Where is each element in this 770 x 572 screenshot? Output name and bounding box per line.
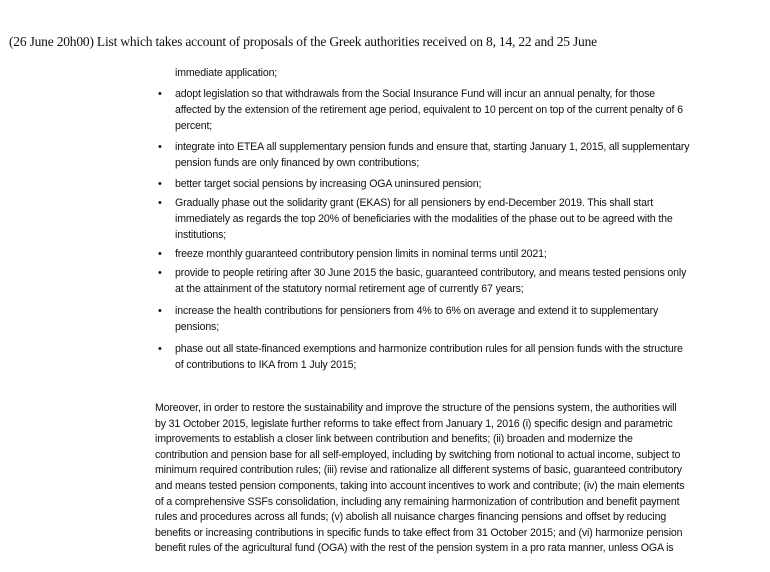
bullet-icon: • [158,305,162,317]
text-line: minimum required contribution rules; (iii) revise and rationalize all different systems of basic, guaranteed contributory [155,464,682,477]
bullet-item [158,86,683,134]
bullet-item [158,246,547,262]
text-line: percent; [175,120,213,132]
text-line: freeze monthly guaranteed contributory pension limits in nominal terms until 2021; [175,248,547,260]
text-line: improvements to establish a closer link between contribution and benefits; (ii) broaden and modernize the [155,433,633,446]
bullet-item [158,265,687,297]
bullet-icon: • [158,267,162,279]
text-line: better target social pensions by increasing OGA uninsured pension; [175,178,482,190]
bullet-icon: • [158,343,162,355]
bullet-item [158,341,683,373]
text-line: immediately as regards the top 20% of beneficiaries with the modalities of the phase out to be agreed with the [175,213,673,225]
bullet-icon: • [158,178,162,190]
text-line: at the attainment of the statutory normal retirement age of currently 67 years; [175,283,524,295]
text-line: by 31 October 2015, legislate further reforms to take effect from January 1, 2016 (i) specific design and parametric [155,417,673,430]
text-line: Gradually phase out the solidarity grant (EKAS) for all pensioners by end-December 2019. This shall start [175,197,654,209]
text-line: Moreover, in order to restore the sustainability and improve the structure of the pensions system, the authorities will [155,402,677,414]
text-line: contribution and pension base for all self-employed, including by switching from notional to actual income, subject to [155,448,681,461]
bullet-icon: • [158,141,162,153]
text-line: institutions; [175,229,227,241]
text-line: phase out all state-financed exemptions and harmonize contribution rules for all pension funds with the structure [175,343,683,355]
text-line: and means tested pension components, taking into account incentives to work and contribute; (iv) the main elements [155,479,685,492]
bullet-item [158,139,690,171]
text-line: pension funds are only financed by own contributions; [175,157,420,169]
bullet-icon: • [158,88,162,100]
pension-reform-paragraph [155,401,684,557]
text-line: immediate application; [175,67,278,79]
text-line: affected by the extension of the retirement age period, equivalent to 10 percent on top of the current penalty of 6 [175,104,683,116]
text-line: integrate into ETEA all supplementary pension funds and ensure that, starting January 1, 2015, all supplementary [175,141,690,153]
text-line: pensions; [175,321,219,333]
text-line: of contributions to IKA from 1 July 2015; [175,359,357,371]
continuation-text [175,65,277,81]
document-header: (26 June 20h00) List which takes account of proposals of the Greek authorities received on 8, 14, 22 and 25 June [9,34,597,49]
text-line: increase the health contributions for pensioners from 4% to 6% on average and extend it to supplementary [175,305,659,317]
text-line: provide to people retiring after 30 June 2015 the basic, guaranteed contributory, and means tested pensions only [175,267,687,279]
bullet-item [158,176,482,192]
text-line: rules and procedures across all funds; (v) abolish all nuisance charges financing pensions and offset by reducing [155,511,667,524]
bullet-icon: • [158,248,162,260]
bullet-item [158,303,659,335]
text-line: benefit rules of the agricultural fund (OGA) with the rest of the pension system in a pro rata manner, unless OGA is [155,542,674,555]
bullet-item [158,195,673,243]
text-line: of a comprehensive SSFs consolidation, including any remaining harmonization of contribution and benefit payment [155,495,680,508]
bullet-icon: • [158,197,162,209]
text-line: benefits or increasing contributions in specific funds to take effect from 31 October 2015; and (vi) harmonize pension [155,526,683,539]
text-line: adopt legislation so that withdrawals from the Social Insurance Fund will incur an annual penalty, for those [175,88,656,100]
